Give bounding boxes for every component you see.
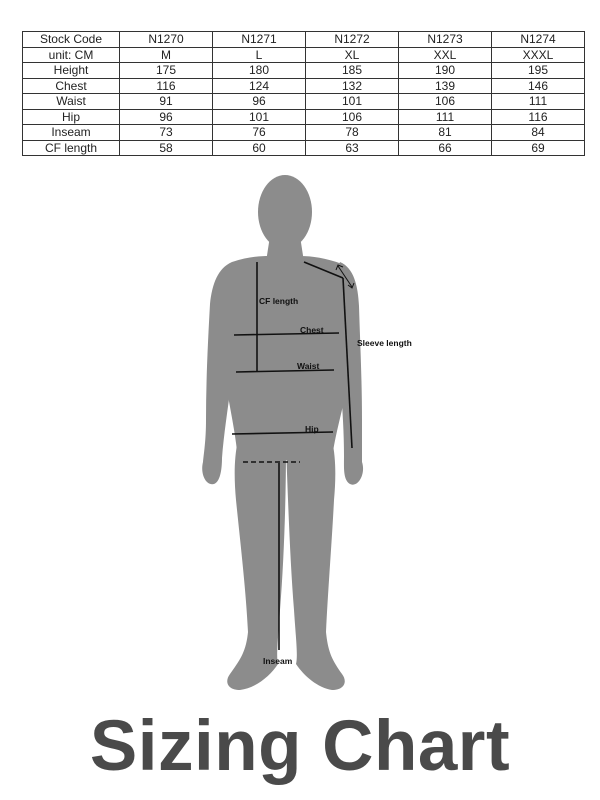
table-cell: 76 (213, 125, 306, 141)
row-label: Chest (23, 78, 120, 94)
table-cell: 116 (492, 109, 585, 125)
hip-label: Hip (305, 424, 319, 434)
table-cell: 101 (306, 94, 399, 110)
stock-code-cell: N1274 (492, 32, 585, 48)
table-cell: 96 (213, 94, 306, 110)
table-cell: 180 (213, 63, 306, 79)
table-cell: 111 (399, 109, 492, 125)
table-cell: 185 (306, 63, 399, 79)
table-cell: 58 (120, 140, 213, 156)
waist-label: Waist (297, 361, 320, 371)
row-label: Height (23, 63, 120, 79)
table-cell: 190 (399, 63, 492, 79)
table-cell: 96 (120, 109, 213, 125)
table-cell: 63 (306, 140, 399, 156)
table-cell: 73 (120, 125, 213, 141)
table-cell: 81 (399, 125, 492, 141)
table-cell: M (120, 47, 213, 63)
table-cell: 69 (492, 140, 585, 156)
cf-length-label: CF length (259, 296, 299, 306)
table-cell: 175 (120, 63, 213, 79)
row-label: Hip (23, 109, 120, 125)
row-label: Waist (23, 94, 120, 110)
page-title: Sizing Chart (89, 707, 511, 786)
stock-code-cell: N1270 (120, 32, 213, 48)
table-cell: 78 (306, 125, 399, 141)
sleeve-length-label: Sleeve length (357, 338, 412, 348)
table-cell: 101 (213, 109, 306, 125)
table-cell: 106 (306, 109, 399, 125)
table-cell: 146 (492, 78, 585, 94)
table-cell: 124 (213, 78, 306, 94)
stock-code-cell: N1273 (399, 32, 492, 48)
table-cell: 66 (399, 140, 492, 156)
stock-code-cell: N1272 (306, 32, 399, 48)
table-cell: 111 (492, 94, 585, 110)
table-cell: XXL (399, 47, 492, 63)
table-cell: XL (306, 47, 399, 63)
stock-code-label: Stock Code (23, 32, 120, 48)
inseam-label: Inseam (263, 656, 293, 666)
row-label: Inseam (23, 125, 120, 141)
stock-code-cell: N1271 (213, 32, 306, 48)
table-cell: 91 (120, 94, 213, 110)
table-cell: 106 (399, 94, 492, 110)
table-cell: 139 (399, 78, 492, 94)
table-cell: 195 (492, 63, 585, 79)
table-cell: 60 (213, 140, 306, 156)
table-cell: L (213, 47, 306, 63)
chest-label: Chest (300, 325, 324, 335)
row-label: CF length (23, 140, 120, 156)
table-cell: 84 (492, 125, 585, 141)
table-cell: 132 (306, 78, 399, 94)
table-cell: XXXL (492, 47, 585, 63)
row-label: unit: CM (23, 47, 120, 63)
table-cell: 116 (120, 78, 213, 94)
